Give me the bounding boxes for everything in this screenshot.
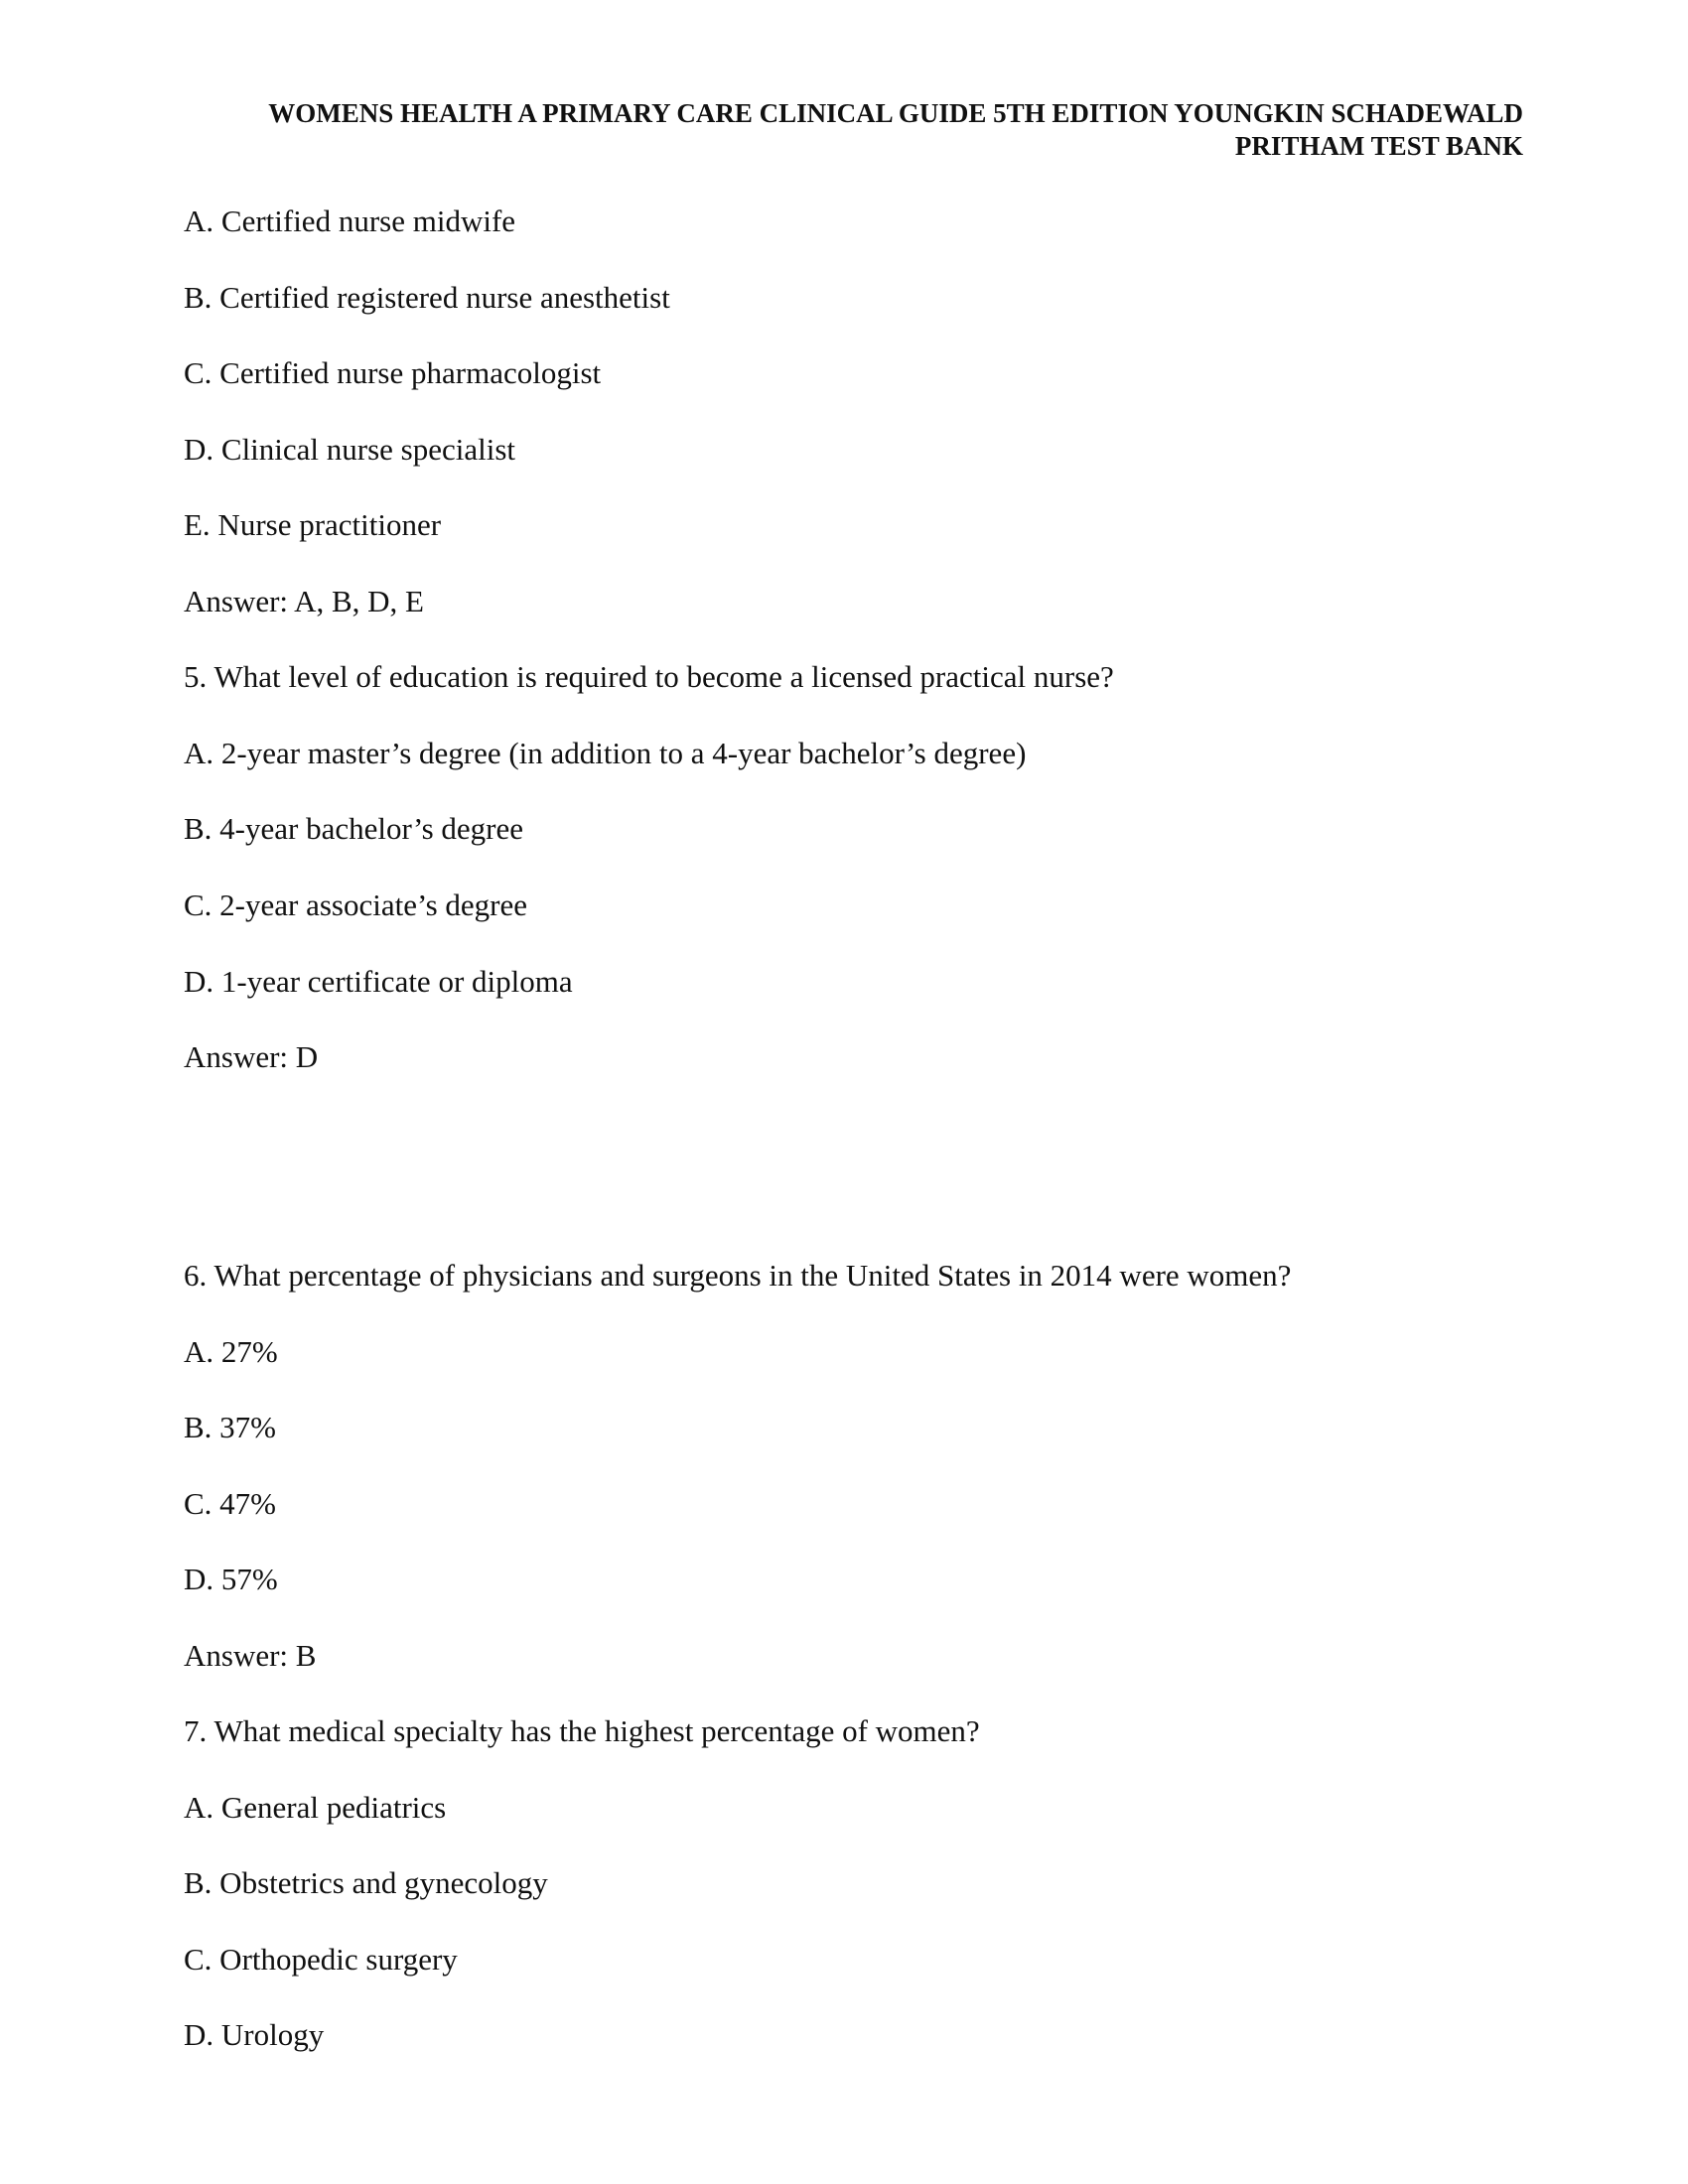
q4-option-e: E. Nurse practitioner — [184, 507, 442, 542]
q6-option-b: B. 37% — [184, 1410, 276, 1444]
q5-option-d: D. 1-year certificate or diploma — [184, 964, 573, 999]
q6-option-a: A. 27% — [184, 1334, 278, 1369]
q4-option-a: A. Certified nurse midwife — [184, 204, 516, 238]
q7-option-d: D. Urology — [184, 2017, 325, 2052]
q7-option-c: C. Orthopedic surgery — [184, 1942, 458, 1977]
q5-question: 5. What level of education is required to become a licensed practical nurse? — [184, 659, 1114, 694]
q5-option-a: A. 2-year master’s degree (in addition to a 4-year bachelor’s degree) — [184, 736, 1027, 770]
q4-option-b: B. Certified registered nurse anesthetist — [184, 280, 670, 315]
q5-answer: Answer: D — [184, 1039, 319, 1074]
q6-option-d: D. 57% — [184, 1562, 278, 1596]
q7-option-b: B. Obstetrics and gynecology — [184, 1865, 548, 1900]
q4-answer: Answer: A, B, D, E — [184, 584, 424, 618]
q4-option-c: C. Certified nurse pharmacologist — [184, 355, 602, 390]
q5-option-b: B. 4-year bachelor’s degree — [184, 811, 523, 846]
q6-question: 6. What percentage of physicians and surgeons in the United States in 2014 were women? — [184, 1258, 1292, 1293]
q7-option-a: A. General pediatrics — [184, 1790, 447, 1825]
q5-option-c: C. 2-year associate’s degree — [184, 887, 528, 922]
q6-answer: Answer: B — [184, 1638, 317, 1673]
q6-option-c: C. 47% — [184, 1486, 276, 1521]
page-header — [133, 97, 1523, 163]
header-line-1: WOMENS HEALTH A PRIMARY CARE CLINICAL GUIDE 5TH EDITION YOUNGKIN SCHADEWALD — [268, 98, 1523, 128]
q7-question: 7. What medical specialty has the highest percentage of women? — [184, 1713, 980, 1748]
q4-option-d: D. Clinical nurse specialist — [184, 432, 516, 467]
header-line-2: PRITHAM TEST BANK — [1234, 131, 1523, 161]
